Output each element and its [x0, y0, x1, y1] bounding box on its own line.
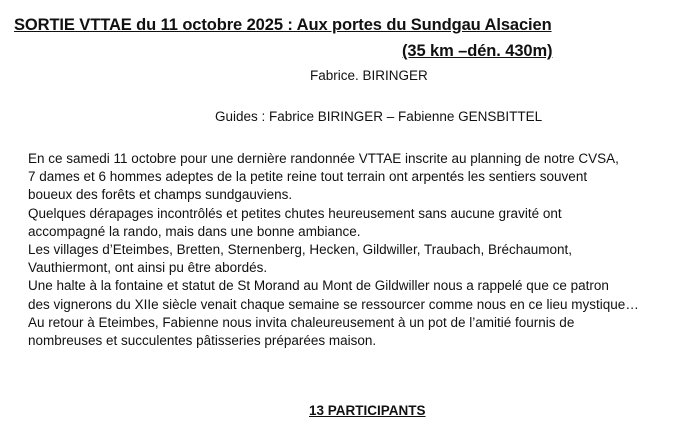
document-subtitle: (35 km –dén. 430m) — [402, 42, 553, 60]
body-line: Au retour à Eteimbes, Fabienne nous invita chaleureusement à un pot de l’amitié fournis de — [28, 314, 575, 330]
body-line: Une halte à la fontaine et statut de St Morand au Mont de Gildwiller nous a rappelé que ce patron — [28, 278, 609, 294]
body-line: En ce samedi 11 octobre pour une dernière randonnée VTTAE inscrite au planning de notre CVSA, — [28, 151, 619, 166]
body-line: boueux des forêts et champs sundgauviens. — [28, 187, 293, 203]
guides-line: Guides : Fabrice BIRINGER – Fabienne GENSBITTEL — [215, 109, 543, 124]
body-line: 7 dames et 6 hommes adeptes de la petite reine tout terrain ont arpentés les sentiers souvent — [28, 169, 588, 185]
document-title: SORTIE VTTAE du 11 octobre 2025 : Aux portes du Sundgau Alsacien — [14, 16, 552, 34]
author-name: Fabrice. BIRINGER — [310, 68, 428, 83]
participants-count: 13 PARTICIPANTS — [309, 403, 426, 418]
body-paragraph — [28, 150, 693, 350]
body-line: accompagné la rando, mais dans une bonne ambiance. — [28, 223, 361, 239]
body-line: Quelques dérapages incontrôlés et petites chutes heureusement sans aucune gravité ont — [28, 205, 562, 221]
body-line: des vignerons du XIIe siècle venait chaque semaine se ressourcer comme nous en ce lieu mystique… — [28, 296, 639, 312]
body-line: Vauthiermont, ont ainsi pu être abordés. — [28, 260, 268, 276]
body-line: Les villages d’Eteimbes, Bretten, Sternenberg, Hecken, Gildwiller, Traubach, Bréchaumont, — [28, 242, 573, 258]
body-line: nombreuses et succulentes pâtisseries préparées maison. — [28, 333, 377, 349]
